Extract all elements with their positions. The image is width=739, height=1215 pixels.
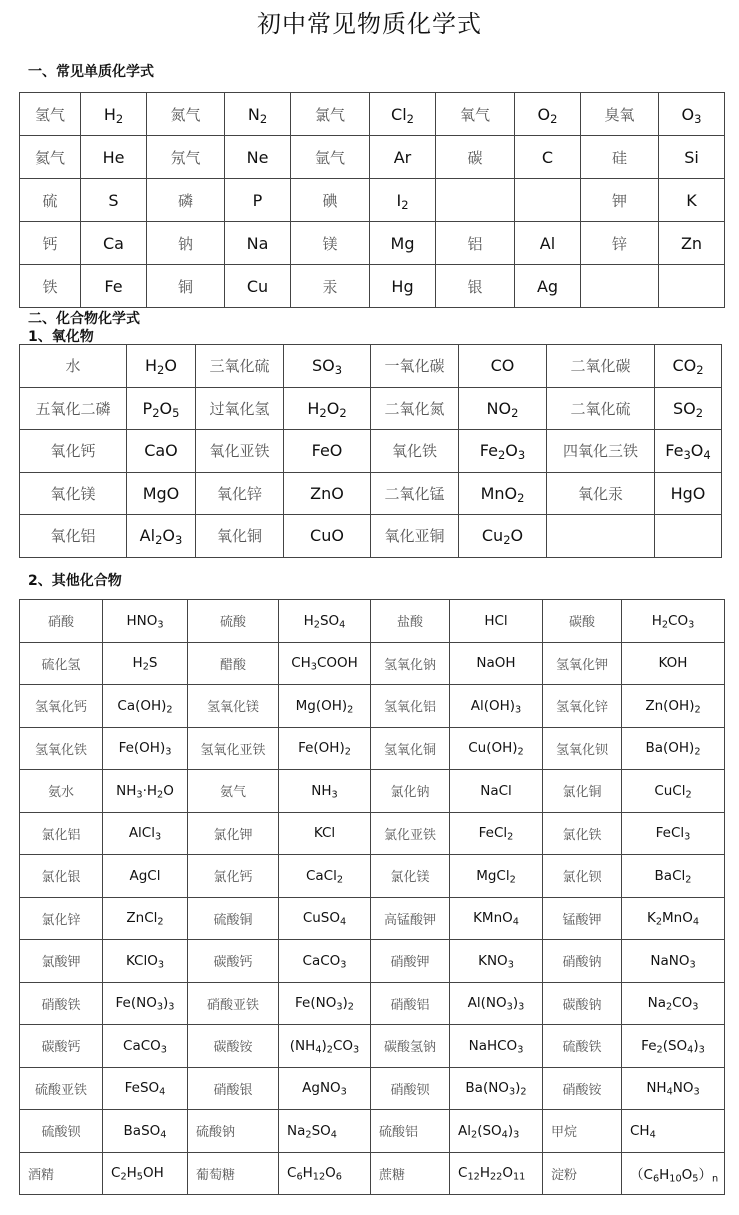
chemical-formula: $I_2$ <box>370 179 436 222</box>
substance-name: 硫酸钠 <box>188 1110 279 1153</box>
substance-name: 碘 <box>291 179 370 222</box>
substance-name: 蔗糖 <box>371 1152 450 1195</box>
chemical-formula: $P_2O_5$ <box>127 387 196 430</box>
chemical-formula: AgCl <box>103 855 188 898</box>
chemical-formula: Ag <box>515 265 581 308</box>
substance-name: 硫酸钡 <box>20 1110 103 1153</box>
substance-name: 高锰酸钾 <box>371 897 450 940</box>
chemical-formula: $Al(NO_3)_3$ <box>450 982 543 1025</box>
chemical-formula: CaO <box>127 430 196 473</box>
substance-name <box>581 265 659 308</box>
substance-name <box>547 515 655 558</box>
chemical-formula: $Cl_2$ <box>370 93 436 136</box>
chemical-formula: $CH_3COOH$ <box>279 642 371 685</box>
substance-name: 氯化钡 <box>543 855 622 898</box>
substance-name: 氧化钙 <box>20 430 127 473</box>
chemical-formula: BaCl$_2$ <box>622 855 725 898</box>
chemical-formula: NaNO$_3$ <box>622 940 725 983</box>
substance-name: 铝 <box>436 222 515 265</box>
chemical-formula: $C_2H_5OH$ <box>103 1152 188 1195</box>
table-row <box>20 600 725 643</box>
section-heading-elements: 一、常见单质化学式 <box>28 64 154 80</box>
chemical-formula: $Fe_2O_3$ <box>459 430 547 473</box>
chemical-formula: NaHCO$_3$ <box>450 1025 543 1068</box>
substance-name: 碳酸钙 <box>20 1025 103 1068</box>
substance-name: 氯化铁 <box>543 812 622 855</box>
chemical-formula: FeO <box>284 430 371 473</box>
chemical-formula: KOH <box>622 642 725 685</box>
substance-name: 硅 <box>581 136 659 179</box>
chemical-formula: MgO <box>127 472 196 515</box>
chemical-formula: CaCl$_2$ <box>279 855 371 898</box>
substance-name: 氢气 <box>20 93 81 136</box>
substance-name: 二氧化氮 <box>371 387 459 430</box>
chemical-formula: $NO_2$ <box>459 387 547 430</box>
chemical-formula: $Na_2SO_4$ <box>279 1110 371 1153</box>
table-row <box>20 855 725 898</box>
substance-name: 氯化镁 <box>371 855 450 898</box>
substance-name: 硝酸 <box>20 600 103 643</box>
chemical-formula: AgNO$_3$ <box>279 1067 371 1110</box>
substance-name: 四氧化三铁 <box>547 430 655 473</box>
chemical-formula: CuCl$_2$ <box>622 770 725 813</box>
substance-name: 氢氧化亚铁 <box>188 727 279 770</box>
chemical-formula: $H_2O_2$ <box>284 387 371 430</box>
chemical-formula: $Cu_2O$ <box>459 515 547 558</box>
chemical-formula: FeSO$_4$ <box>103 1067 188 1110</box>
substance-name: 五氧化二磷 <box>20 387 127 430</box>
chemical-formula: KMnO$_4$ <box>450 897 543 940</box>
substance-name: 硝酸铁 <box>20 982 103 1025</box>
table-row <box>20 93 725 136</box>
substance-name: 银 <box>436 265 515 308</box>
chemical-formula: Ca <box>81 222 147 265</box>
table-row <box>20 1110 725 1153</box>
chemical-formula: AlCl$_3$ <box>103 812 188 855</box>
chemical-formula: $O_3$ <box>659 93 725 136</box>
chemical-formula: $H_2SO_4$ <box>279 600 371 643</box>
substance-name: 氯化锌 <box>20 897 103 940</box>
substance-name: 碳酸 <box>543 600 622 643</box>
chemical-formula: $SO_2$ <box>655 387 722 430</box>
chemical-formula: C <box>515 136 581 179</box>
table-row <box>20 940 725 983</box>
substance-name: 硫酸铜 <box>188 897 279 940</box>
elements-table <box>19 92 725 308</box>
substance-name: 氮气 <box>147 93 225 136</box>
other-compounds-table <box>19 599 725 1195</box>
table-row <box>20 179 725 222</box>
chemical-formula: $Ba(OH)_2$ <box>622 727 725 770</box>
substance-name: 硫酸铝 <box>371 1110 450 1153</box>
table-row <box>20 345 722 388</box>
chemical-formula: $Al_2(SO_4)_3$ <box>450 1110 543 1153</box>
chemical-formula: $Mg(OH)_2$ <box>279 685 371 728</box>
table-row <box>20 812 725 855</box>
substance-name: 磷 <box>147 179 225 222</box>
chemical-formula: KCl <box>279 812 371 855</box>
substance-name: 二氧化锰 <box>371 472 459 515</box>
chemical-formula: $Ca(OH)_2$ <box>103 685 188 728</box>
substance-name: 甲烷 <box>543 1110 622 1153</box>
chemical-formula <box>515 179 581 222</box>
chemical-formula: $NH_4NO_3$ <box>622 1067 725 1110</box>
chemical-formula: $H_2CO_3$ <box>622 600 725 643</box>
chemical-formula: P <box>225 179 291 222</box>
chemical-formula: HCl <box>450 600 543 643</box>
substance-name: 硝酸铵 <box>543 1067 622 1110</box>
substance-name: 氢氧化镁 <box>188 685 279 728</box>
substance-name: 碳酸铵 <box>188 1025 279 1068</box>
substance-name: 氯化银 <box>20 855 103 898</box>
table-row <box>20 1067 725 1110</box>
subsection-heading-oxides: 1、氧化物 <box>28 329 94 345</box>
chemical-formula: HgO <box>655 472 722 515</box>
substance-name: 碳酸钙 <box>188 940 279 983</box>
substance-name: 碳酸钠 <box>543 982 622 1025</box>
chemical-formula: $Ba(NO_3)_2$ <box>450 1067 543 1110</box>
chemical-formula: $K_2MnO_4$ <box>622 897 725 940</box>
substance-name: 氯化钾 <box>188 812 279 855</box>
substance-name: 氢氧化铝 <box>371 685 450 728</box>
substance-name: 汞 <box>291 265 370 308</box>
chemical-formula: $Al_2O_3$ <box>127 515 196 558</box>
substance-name: 钙 <box>20 222 81 265</box>
chemical-formula <box>655 515 722 558</box>
table-row <box>20 472 722 515</box>
chemical-formula: $H_2S$ <box>103 642 188 685</box>
substance-name: 氨气 <box>188 770 279 813</box>
chemical-formula: $H_2O$ <box>127 345 196 388</box>
chemical-formula: $Zn(OH)_2$ <box>622 685 725 728</box>
chemical-formula: Al <box>515 222 581 265</box>
table-row <box>20 1025 725 1068</box>
substance-name: 硫酸铁 <box>543 1025 622 1068</box>
substance-name: 氢氧化钡 <box>543 727 622 770</box>
substance-name: 氦气 <box>20 136 81 179</box>
chemical-formula: $C_6H_{12}O_6$ <box>279 1152 371 1195</box>
substance-name: 醋酸 <box>188 642 279 685</box>
substance-name: 硝酸银 <box>188 1067 279 1110</box>
chemical-formula: $(NH_4)_2CO_3$ <box>279 1025 371 1068</box>
chemical-formula: $H_2$ <box>81 93 147 136</box>
chemical-formula: CaCO$_3$ <box>103 1025 188 1068</box>
chemical-formula: $Fe(OH)_2$ <box>279 727 371 770</box>
table-row <box>20 1152 725 1195</box>
chemical-formula: S <box>81 179 147 222</box>
chemical-formula: MnO$_2$ <box>459 472 547 515</box>
chemical-formula: CO <box>459 345 547 388</box>
chemical-formula: Si <box>659 136 725 179</box>
chemical-formula: $SO_3$ <box>284 345 371 388</box>
chemical-formula: MgCl$_2$ <box>450 855 543 898</box>
chemical-formula: FeCl$_2$ <box>450 812 543 855</box>
chemical-formula: $NH_3\cdot H_2O$ <box>103 770 188 813</box>
table-row <box>20 897 725 940</box>
subsection-heading-other-compounds: 2、其他化合物 <box>28 573 122 589</box>
table-row <box>20 685 725 728</box>
substance-name: 盐酸 <box>371 600 450 643</box>
substance-name: 葡萄糖 <box>188 1152 279 1195</box>
substance-name: 锌 <box>581 222 659 265</box>
chemical-formula: Zn <box>659 222 725 265</box>
substance-name: 氧化铁 <box>371 430 459 473</box>
chemical-formula: $HNO_3$ <box>103 600 188 643</box>
substance-name: 镁 <box>291 222 370 265</box>
substance-name: 氢氧化钾 <box>543 642 622 685</box>
chemical-formula: $O_2$ <box>515 93 581 136</box>
chemical-formula: Na <box>225 222 291 265</box>
substance-name: 氯化钠 <box>371 770 450 813</box>
substance-name: 氢氧化锌 <box>543 685 622 728</box>
chemical-formula: $NH_3$ <box>279 770 371 813</box>
chemical-formula: He <box>81 136 147 179</box>
chemical-formula: ZnO <box>284 472 371 515</box>
chemical-formula: K <box>659 179 725 222</box>
substance-name: 水 <box>20 345 127 388</box>
substance-name: 氧气 <box>436 93 515 136</box>
chemical-formula: CuSO$_4$ <box>279 897 371 940</box>
chemical-formula: CaCO$_3$ <box>279 940 371 983</box>
chemical-formula: $Fe(OH)_3$ <box>103 727 188 770</box>
substance-name: 氧化锌 <box>196 472 284 515</box>
chemical-formula: NaCl <box>450 770 543 813</box>
substance-name: 硝酸钡 <box>371 1067 450 1110</box>
chemical-formula: BaSO$_4$ <box>103 1110 188 1153</box>
substance-name: 氯酸钾 <box>20 940 103 983</box>
chemical-formula: $CH_4$ <box>622 1110 725 1153</box>
chemical-formula <box>659 265 725 308</box>
substance-name: 硫酸 <box>188 600 279 643</box>
substance-name: 氖气 <box>147 136 225 179</box>
table-row <box>20 136 725 179</box>
substance-name: 二氧化碳 <box>547 345 655 388</box>
substance-name: 碳 <box>436 136 515 179</box>
chemical-formula: ZnCl$_2$ <box>103 897 188 940</box>
table-row <box>20 727 725 770</box>
table-row <box>20 515 722 558</box>
table-row <box>20 770 725 813</box>
substance-name: 硝酸钠 <box>543 940 622 983</box>
substance-name: 氯气 <box>291 93 370 136</box>
substance-name: 铁 <box>20 265 81 308</box>
chemical-formula: Cu <box>225 265 291 308</box>
substance-name: 氯化亚铁 <box>371 812 450 855</box>
substance-name: 硝酸亚铁 <box>188 982 279 1025</box>
section-heading-compounds: 二、化合物化学式 <box>28 311 140 327</box>
substance-name: 三氧化硫 <box>196 345 284 388</box>
chemical-formula: $Na_2CO_3$ <box>622 982 725 1025</box>
substance-name: 氯化钙 <box>188 855 279 898</box>
chemical-formula: Ne <box>225 136 291 179</box>
chemical-formula: $Fe(NO_3)_3$ <box>103 982 188 1025</box>
chemical-formula: $Fe_2(SO_4)_3$ <box>622 1025 725 1068</box>
substance-name: 氢氧化铜 <box>371 727 450 770</box>
chemical-formula: $Fe_3O_4$ <box>655 430 722 473</box>
chemical-formula: Fe <box>81 265 147 308</box>
chemical-formula: $CO_2$ <box>655 345 722 388</box>
chemical-formula: $N_2$ <box>225 93 291 136</box>
chemical-formula: $Al(OH)_3$ <box>450 685 543 728</box>
page-title: 初中常见物质化学式 <box>257 10 482 38</box>
substance-name: 一氧化碳 <box>371 345 459 388</box>
chemical-formula: FeCl$_3$ <box>622 812 725 855</box>
substance-name: 硝酸铝 <box>371 982 450 1025</box>
substance-name: 氨水 <box>20 770 103 813</box>
substance-name: 硫化氢 <box>20 642 103 685</box>
substance-name: 氯化铝 <box>20 812 103 855</box>
substance-name: 氧化亚铁 <box>196 430 284 473</box>
substance-name: 氯化铜 <box>543 770 622 813</box>
chemical-formula: Mg <box>370 222 436 265</box>
substance-name: 钾 <box>581 179 659 222</box>
table-row <box>20 642 725 685</box>
substance-name: 氩气 <box>291 136 370 179</box>
substance-name: 硝酸钾 <box>371 940 450 983</box>
substance-name: 锰酸钾 <box>543 897 622 940</box>
substance-name: 二氧化硫 <box>547 387 655 430</box>
substance-name: 铜 <box>147 265 225 308</box>
table-row <box>20 430 722 473</box>
chemical-formula: $KNO_3$ <box>450 940 543 983</box>
substance-name: 氢氧化铁 <box>20 727 103 770</box>
chemical-formula: CuO <box>284 515 371 558</box>
chemical-formula: $(C_6H_{10}O_5)_n$ <box>622 1152 725 1195</box>
table-row <box>20 265 725 308</box>
substance-name: 臭氧 <box>581 93 659 136</box>
substance-name: 氢氧化钠 <box>371 642 450 685</box>
substance-name: 钠 <box>147 222 225 265</box>
substance-name: 氧化亚铜 <box>371 515 459 558</box>
chemical-formula: NaOH <box>450 642 543 685</box>
chemical-formula: KClO$_3$ <box>103 940 188 983</box>
substance-name: 氧化铝 <box>20 515 127 558</box>
substance-name: 过氧化氢 <box>196 387 284 430</box>
substance-name: 酒精 <box>20 1152 103 1195</box>
table-row <box>20 982 725 1025</box>
chemical-formula: $Fe(NO_3)_2$ <box>279 982 371 1025</box>
chemical-formula: $Cu(OH)_2$ <box>450 727 543 770</box>
table-row <box>20 222 725 265</box>
substance-name: 氧化镁 <box>20 472 127 515</box>
substance-name: 氢氧化钙 <box>20 685 103 728</box>
substance-name <box>436 179 515 222</box>
oxides-table <box>19 344 722 558</box>
substance-name: 硫酸亚铁 <box>20 1067 103 1110</box>
table-row <box>20 387 722 430</box>
chemical-formula: Hg <box>370 265 436 308</box>
substance-name: 碳酸氢钠 <box>371 1025 450 1068</box>
substance-name: 氧化汞 <box>547 472 655 515</box>
substance-name: 硫 <box>20 179 81 222</box>
chemical-formula: Ar <box>370 136 436 179</box>
chemical-formula: $C_{12}H_{22}O_{11}$ <box>450 1152 543 1195</box>
substance-name: 淀粉 <box>543 1152 622 1195</box>
substance-name: 氧化铜 <box>196 515 284 558</box>
